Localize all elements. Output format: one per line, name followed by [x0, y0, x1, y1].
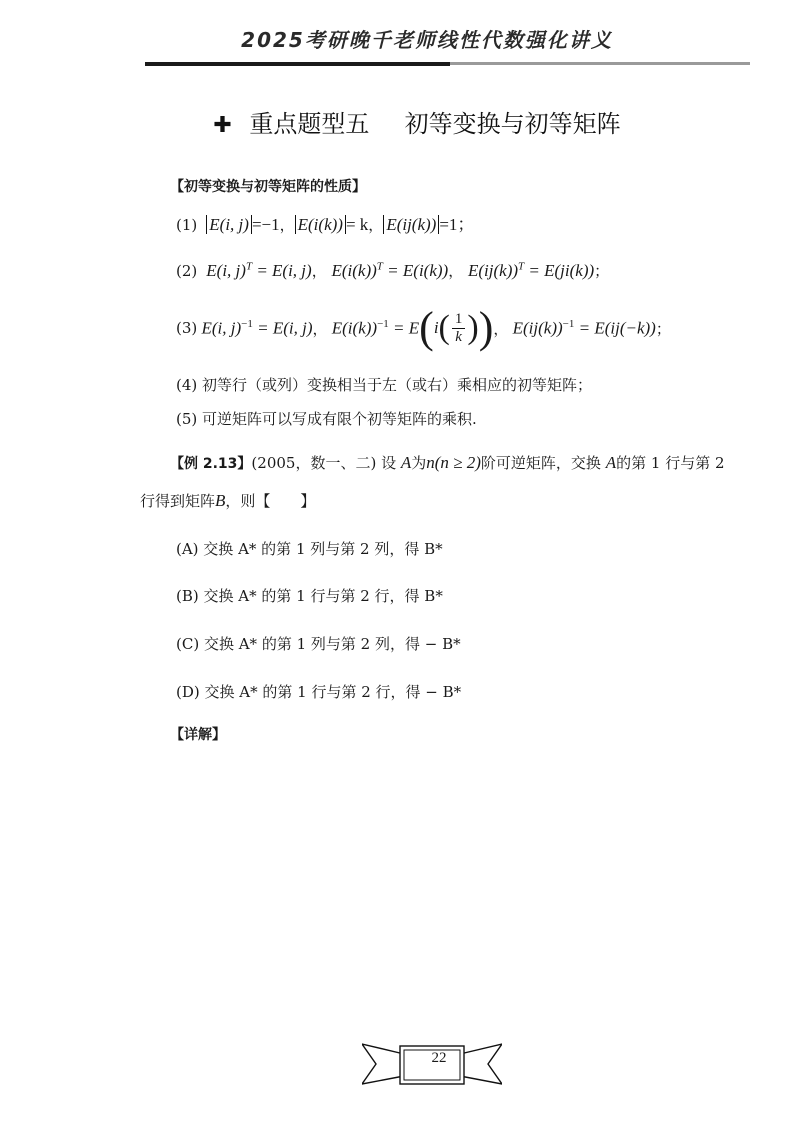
example-line-2: 行得到矩阵B，则【 】	[140, 491, 316, 510]
page-number: 22	[431, 1050, 447, 1066]
option-c: (C) 交换 A* 的第 1 列与第 2 列，得 − B*	[176, 635, 461, 653]
properties-heading: 【初等变换与初等矩阵的性质】	[170, 179, 366, 195]
section-title-part2: 初等变换与初等矩阵	[404, 110, 621, 138]
header-rule-thin	[450, 62, 750, 65]
header-rule-thick	[145, 62, 450, 66]
running-header-title: 2025考研晚千老师线性代数强化讲义	[241, 28, 613, 52]
example-label: 【例 2.13】	[170, 456, 252, 472]
property-item-4: (4) 初等行（或列）变换相当于左（或右）乘相应的初等矩阵；	[176, 376, 593, 394]
inverse-scalar-expression: ( i ( $\frac{1}{k}$ ) )	[419, 303, 494, 352]
property-item-3: (3) E(i, j)$^{-1}$ = E(i, j) ， $E(i(k))^{-1} = E$ ( i ( $\frac{1}{k}$ ) ) ， $E(ij(k))^{-1} = E(ij(-k))$ ；	[176, 303, 671, 352]
example-line-1: 【例 2.13】(2005，数一、二) 设 A为n(n ≥ 2)阶可逆矩阵，交换 A的第 1 行与第 2	[170, 453, 725, 472]
property-item-5: (5) 可逆矩阵可以写成有限个初等矩阵的乘积.	[176, 410, 477, 428]
section-marker-icon: ✚	[213, 113, 232, 138]
option-b: (B) 交换 A* 的第 1 行与第 2 行，得 B*	[176, 587, 443, 605]
section-heading	[0, 104, 794, 139]
option-a: (A) 交换 A* 的第 1 列与第 2 列，得 B*	[176, 540, 443, 558]
solution-label: 【详解】	[170, 727, 226, 743]
option-d: (D) 交换 A* 的第 1 行与第 2 行，得 − B*	[176, 683, 462, 701]
section-title-part1: 重点题型五	[249, 110, 370, 138]
property-item-2: (2) E(i, j)$^T$ = E(i, j)， $E(i(k))^T = E(i(k))$， $E(ij(k))^T = E(ji(k))$；	[176, 260, 610, 280]
property-item-1: (1) E(i, j) =−1， E(i(k)) = k， E(ij(k)) =1；	[176, 215, 475, 234]
